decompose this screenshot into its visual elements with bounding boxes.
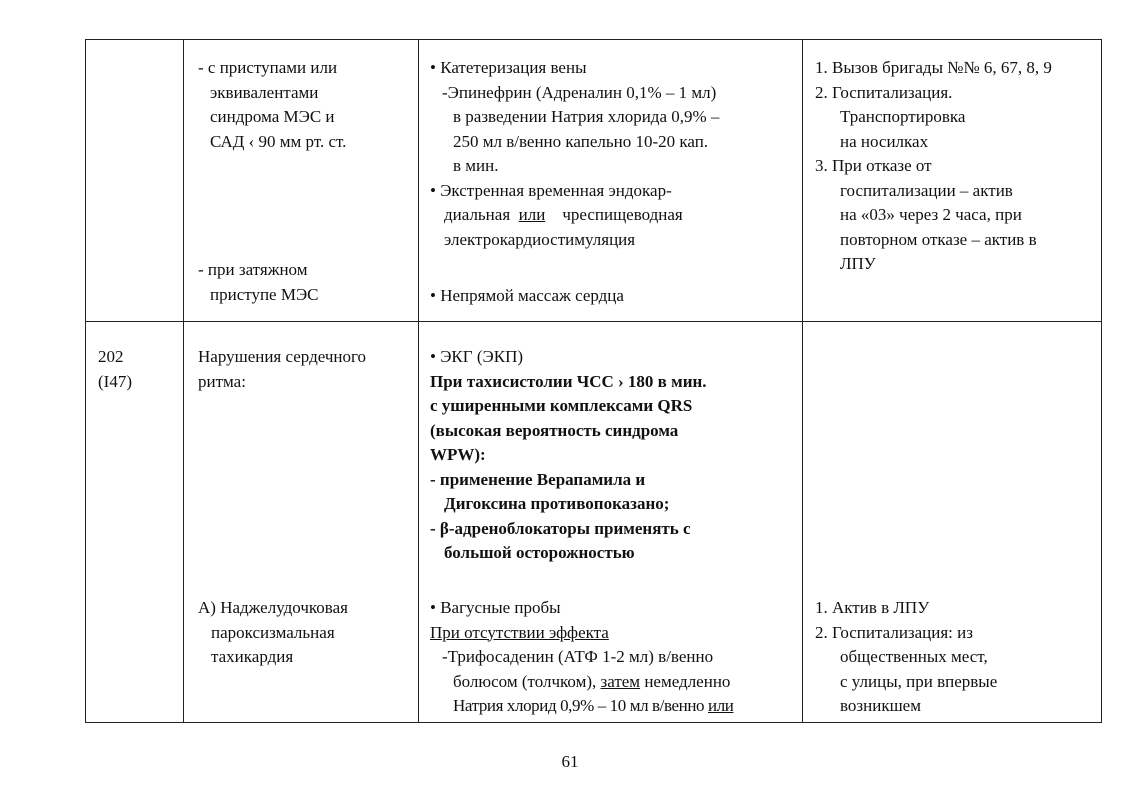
underlined-or: или (518, 205, 546, 224)
text-line: возникшем (840, 696, 921, 715)
text-line: • Катетеризация вены (430, 58, 587, 77)
text-line: 2. Госпитализация. (815, 82, 953, 102)
text-line: - при затяжном (198, 260, 308, 279)
underlined-then: затем (600, 671, 641, 691)
text-line: -Трифосаденин (АТФ 1-2 мл) в/венно (442, 647, 714, 666)
underlined-or: или (708, 696, 734, 715)
row1-actions (815, 56, 1052, 277)
text-line: приступе МЭС (210, 284, 319, 304)
text-line: Дигоксина противопоказано; (444, 494, 670, 513)
text-line: на «03» через 2 часа, при (840, 205, 1022, 224)
text-line (430, 694, 733, 719)
text-line: 3. При отказе от (815, 156, 932, 175)
text-line: • ЭКГ (ЭКП) (430, 347, 524, 366)
text-line: тахикардия (211, 647, 294, 666)
table-right-border (1101, 39, 1102, 723)
icd-code: (I47) (98, 371, 132, 391)
table-bottom-border (85, 722, 1102, 723)
text-line: электрокардиостимуляция (444, 229, 636, 249)
text-line: 250 мл в/венно капельно 10-20 кап. (453, 131, 709, 151)
text-line: САД ‹ 90 мм рт. ст. (210, 131, 347, 151)
table-top-border (85, 39, 1102, 40)
text-span: чреспищеводная (545, 205, 683, 224)
column-divider-3 (802, 39, 803, 723)
text-line: При тахисистолии ЧСС › 180 в мин. (430, 371, 707, 391)
row2-subtype (198, 596, 348, 670)
text-line: повторном отказе – актив в (840, 229, 1037, 249)
cardiac-massage-item: • Непрямой массаж сердца (430, 286, 624, 305)
row2-heading (198, 345, 366, 394)
row-divider (85, 321, 1102, 322)
row1-condition-prolonged (198, 258, 319, 307)
text-line: на носилках (840, 131, 929, 151)
text-line: общественных мест, (840, 647, 988, 666)
text-line: синдрома МЭС и (210, 107, 335, 126)
text-line: При отсутствии эффекта (430, 622, 609, 642)
text-line: пароксизмальная (211, 622, 335, 642)
row2-warning-block (430, 345, 707, 566)
text-line: госпитализации – актив (840, 180, 1013, 200)
text-line: - применение Верапамила и (430, 469, 646, 489)
row2-code (98, 345, 132, 394)
text-line: в мин. (453, 156, 499, 175)
text-line: (высокая вероятность синдрома (430, 420, 679, 440)
text-span: Натрия хлорид 0,9% – 10 мл в/венно (453, 696, 708, 715)
code-number: 202 (98, 347, 124, 366)
text-line: в разведении Натрия хлорида 0,9% – (453, 107, 720, 126)
text-line: с улицы, при впервые (840, 671, 998, 691)
text-line: эквивалентами (210, 82, 319, 102)
text-line: ритма: (198, 371, 246, 391)
page-number: 61 (561, 752, 579, 771)
row2-actions (815, 596, 997, 719)
text-line: Транспортировка (840, 107, 966, 126)
text-line: WPW): (430, 445, 486, 464)
column-divider-2 (418, 39, 419, 723)
text-line: 2. Госпитализация: из (815, 622, 973, 642)
text-line: - с приступами или (198, 58, 338, 77)
table-left-border (85, 39, 86, 723)
text-line: 1. Вызов бригады №№ 6, 67, 8, 9 (815, 58, 1052, 77)
text-line (430, 670, 733, 695)
text-line: Нарушения сердечного (198, 347, 367, 366)
column-divider-1 (183, 39, 184, 723)
text-line (430, 203, 719, 228)
text-span: болюсом (толчком), (453, 671, 601, 691)
text-span: немедленно (640, 671, 731, 691)
row2-treatment (430, 596, 733, 719)
text-line: большой осторожностью (444, 543, 635, 562)
text-line: - β-адреноблокаторы применять с (430, 518, 691, 538)
row1-treatment (430, 56, 719, 252)
text-line: ЛПУ (840, 254, 876, 273)
row1-condition-attacks (198, 56, 346, 154)
text-line: 1. Актив в ЛПУ (815, 598, 930, 617)
text-line: • Экстренная временная эндокар- (430, 180, 672, 200)
text-line: с уширенными комплексами QRS (430, 396, 693, 415)
text-line: -Эпинефрин (Адреналин 0,1% – 1 мл) (442, 82, 717, 102)
text-line: • Вагусные пробы (430, 598, 561, 617)
text-line: А) Наджелудочковая (198, 598, 348, 617)
text-span: диальная (444, 205, 519, 224)
